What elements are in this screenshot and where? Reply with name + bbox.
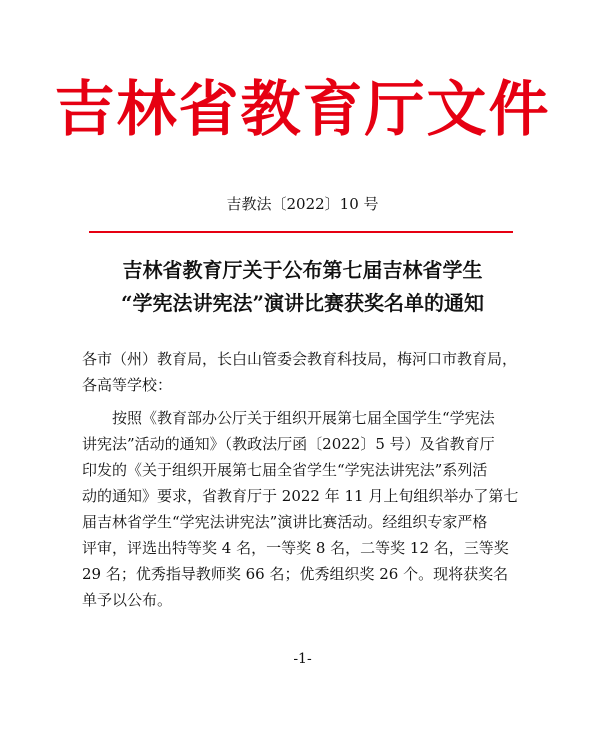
body-line: 届吉林省学生“学宪法讲宪法”演讲比赛活动。经组织专家严格 bbox=[82, 513, 488, 531]
title-line-1: 吉林省教育厅关于公布第七届吉林省学生 bbox=[122, 258, 483, 282]
body-line: 单予以公布。 bbox=[82, 591, 173, 609]
title-line-2: “学宪法讲宪法”演讲比赛获奖名单的通知 bbox=[120, 291, 484, 315]
body-line: 讲宪法”活动的通知》（教政法厅函〔2022〕5 号）及省教育厅 bbox=[82, 435, 495, 453]
addressee-line-2: 各高等学校： bbox=[82, 376, 173, 394]
red-separator-line bbox=[89, 231, 513, 233]
body-line: 印发的《关于组织开展第七届全省学生“学宪法讲宪法”系列活 bbox=[82, 461, 488, 479]
body-line: 评审，评选出特等奖 4 名，一等奖 8 名，二等奖 12 名，三等奖 bbox=[82, 539, 509, 557]
addressee bbox=[82, 346, 532, 398]
document-number: 吉教法〔2022〕10 号 bbox=[226, 195, 379, 213]
document-masthead: 吉林省教育厅文件 bbox=[54, 75, 551, 145]
document-title bbox=[0, 254, 605, 320]
page-number: -1- bbox=[293, 651, 312, 667]
body-line: 29 名；优秀指导教师奖 66 名；优秀组织奖 26 个。现将获奖名 bbox=[82, 565, 509, 583]
body-paragraph bbox=[82, 405, 532, 613]
addressee-line-1: 各市（州）教育局，长白山管委会教育科技局，梅河口市教育局， bbox=[82, 350, 518, 368]
body-line: 动的通知》要求，省教育厅于 2022 年 11 月上旬组织举办了第七 bbox=[82, 487, 519, 505]
body-line: 按照《教育部办公厅关于组织开展第七届全国学生“学宪法 bbox=[82, 409, 495, 427]
